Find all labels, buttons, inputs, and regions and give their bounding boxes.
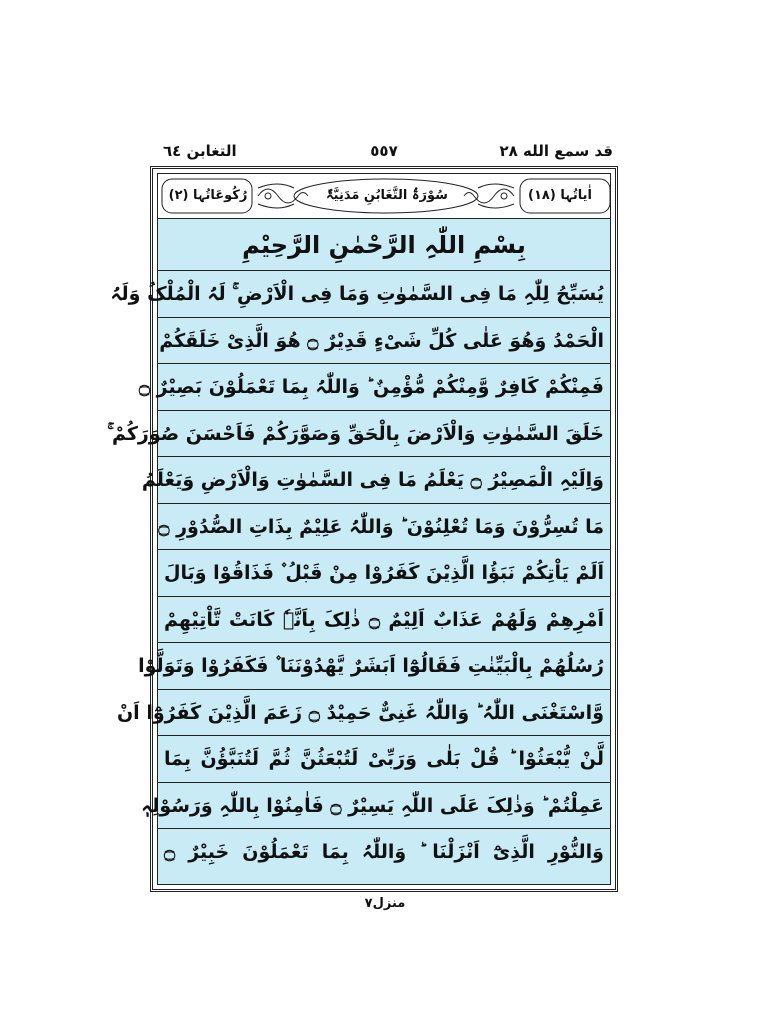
ruku-count: رُکُوعَاتُہا (٢) (168, 188, 248, 203)
verse-line: عَمِلْتُمْ ؕ وَذٰلِکَ عَلَی اللّٰہِ یَسِیْرٌ ۝ فَاٰمِنُوْا بِاللّٰہِ وَرَسُوْلِہٖ (158, 783, 610, 830)
verse-line: وَالنُّوْرِ الَّذِیْٓ اَنْزَلْنَا ؕ وَاللّٰہُ بِمَا تَعْمَلُوْنَ خَبِیْرٌ ۝ (164, 841, 604, 863)
bismillah: بِسْمِ اللّٰہِ الرَّحْمٰنِ الرَّحِیْمِ (158, 220, 610, 271)
verse-line: یُسَبِّحُ لِلّٰہِ مَا فِی السَّمٰوٰتِ وَمَا فِی الْاَرْضِ ۚ لَہُ الْمُلْکُ وَلَہُ (158, 271, 610, 318)
verse-line: اَلَمْ یَاْتِکُمْ نَبَؤُا الَّذِیْنَ کَفَرُوْا مِنْ قَبْلُ ۫ فَذَاقُوْا وَبَالَ (158, 550, 610, 597)
verse-line: وَّاسْتَغْنَی اللّٰہُ ؕ وَاللّٰہُ غَنِیٌّ حَمِیْدٌ ۝ زَعَمَ الَّذِیْنَ کَفَرُوْٓا اَنْ (158, 690, 610, 737)
verse-line: خَلَقَ السَّمٰوٰتِ وَالْاَرْضَ بِالْحَقِّ وَصَوَّرَکُمْ فَاَحْسَنَ صُوَرَکُمْ ۚ (158, 411, 610, 458)
verse-line: رُسُلُھُمْ بِالْبَیِّنٰتِ فَقَالُوْٓا اَبَشَرٌ یَّھْدُوْنَنَا ۫ فَکَفَرُوْا وَتَوَلَّوْا (158, 643, 610, 690)
verse-line: الْحَمْدُ وَھُوَ عَلٰی کُلِّ شَیْءٍ قَدِیْرٌ ۝ ھُوَ الَّذِیْ خَلَقَکُمْ (158, 318, 610, 365)
page-number: ٥٥٧ (370, 142, 398, 160)
page-frame (107, 166, 618, 892)
verse-line: لَّنْ یُّبْعَثُوْا ؕ قُلْ بَلٰی وَرَبِّیْ لَتُبْعَثُنَّ ثُمَّ لَتُنَبَّؤُنَّ بِمَا (158, 736, 610, 783)
running-head (153, 140, 615, 166)
verse-line: وَاِلَیْہِ الْمَصِیْرُ ۝ یَعْلَمُ مَا فِی السَّمٰوٰتِ وَالْاَرْضِ وَیَعْلَمُ (158, 457, 610, 504)
surah-label: التغابن ٦٤ (163, 142, 237, 160)
verse-line: اَمْرِھِمْ وَلَھُمْ عَذَابٌ اَلِیْمٌ ۝ ذٰلِکَ بِاَنَّہٗ کَانَتْ تَّاْتِیْھِمْ (158, 597, 610, 644)
juz-label: قد سمع الله ٢٨ (499, 142, 613, 160)
ayat-count: اٰیاتُہا (١٨) (528, 188, 592, 203)
verse-line: مَا تُسِرُّوْنَ وَمَا تُعْلِنُوْنَ ؕ وَاللّٰہُ عَلِیْمٌ بِذَاتِ الصُّدُوْرِ ۝ (158, 504, 610, 551)
page-text-area (107, 173, 611, 885)
verse-line: فَمِنْکُمْ کَافِرٌ وَّمِنْکُمْ مُّؤْمِنٌ ؕ وَاللّٰہُ بِمَا تَعْمَلُوْنَ بَصِیْرٌ ۝ (158, 364, 610, 411)
surah-name: سُوْرَۃُ التَّغَابُنِ مَدَنِیَّۃٌ (326, 188, 448, 203)
verse-lines (107, 271, 610, 876)
manzil-label: منزل۷ (364, 896, 406, 911)
surah-title-band (158, 174, 610, 219)
